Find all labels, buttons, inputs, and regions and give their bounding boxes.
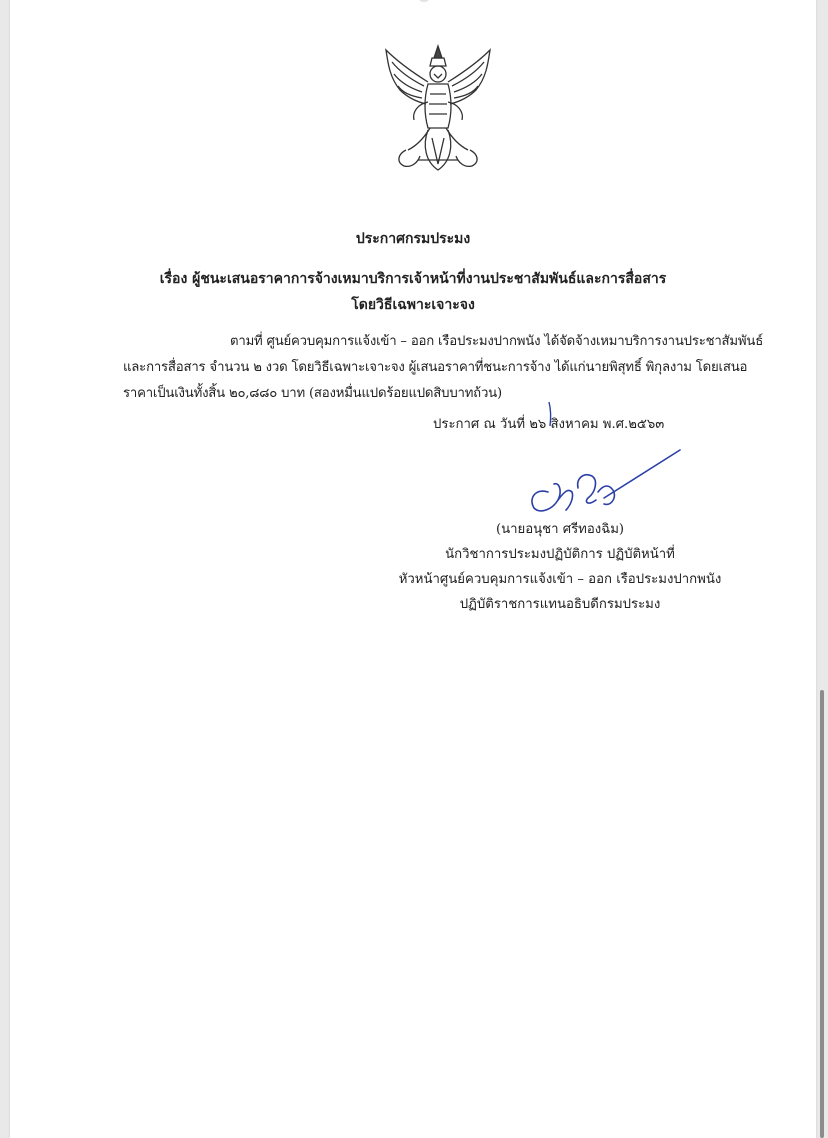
signatory-position-1: นักวิชาการประมงปฏิบัติการ ปฏิบัติหน้าที่ [445, 547, 675, 562]
signatory-position-3: ปฏิบัติราชการแทนอธิบดีกรมประมง [459, 597, 661, 612]
document-title: ประกาศกรมประมง [355, 231, 471, 247]
body-line-3: ราคาเป็นเงินทั้งสิ้น ๒๐,๘๘๐ บาท (สองหมื่นแปดร้อยแปดสิบบาทถ้วน) [123, 386, 502, 401]
signatory-position-2: หัวหน้าศูนย์ควบคุมการแจ้งเข้า – ออก เรือประมงปากพนัง [398, 572, 722, 587]
signature-image [518, 448, 688, 518]
document-page [10, 0, 816, 1138]
signatory-name: (นายอนุชา ศรีทองฉิม) [495, 522, 625, 537]
subject-line-1: เรื่อง ผู้ชนะเสนอราคาการจ้างเหมาบริการเจ้าหน้าที่งานประชาสัมพันธ์และการสื่อสาร [159, 271, 667, 287]
announce-date: ประกาศ ณ วันที่ ๒๖ สิงหาคม พ.ศ.๒๕๖๓ [433, 417, 665, 432]
subject-line-2: โดยวิธีเฉพาะเจาะจง [351, 297, 475, 313]
body-line-2: และการสื่อสาร จำนวน ๒ งวด โดยวิธีเฉพาะเจาะจง ผู้เสนอราคาที่ชนะการจ้าง ได้แก่นายพิสุทธิ์ พิกุลงาม โดยเสนอ [123, 360, 748, 375]
handwritten-mark [545, 400, 581, 428]
body-line-1: ตามที่ ศูนย์ควบคุมการแจ้งเข้า – ออก เรือประมงปากพนัง ได้จัดจ้างเหมาบริการงานประชาสัมพันธ์ [230, 334, 764, 349]
page-top-notch [417, 0, 431, 2]
scrollbar-thumb[interactable] [820, 690, 824, 1138]
garuda-emblem-icon [378, 42, 498, 174]
